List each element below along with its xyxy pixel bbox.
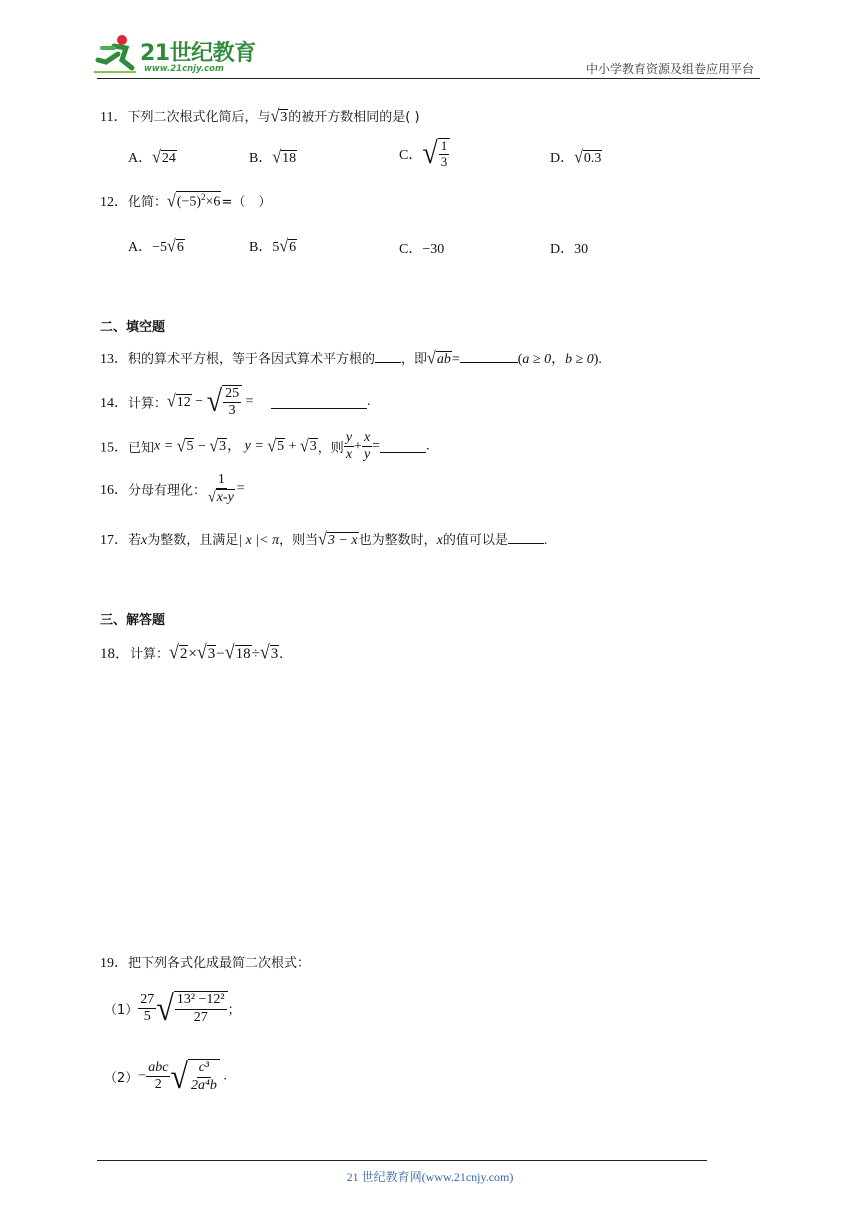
option-b[interactable]: B．5√6	[249, 237, 297, 256]
radicand: 24	[161, 151, 176, 166]
radicand	[436, 351, 452, 368]
radicand: 3	[207, 646, 216, 662]
abs-condition: | x |< π	[238, 533, 280, 548]
question-text: 把下列各式化成最简二次根式：	[128, 956, 311, 971]
numerator: abc	[146, 1060, 170, 1077]
option-label: C．	[399, 242, 423, 257]
site-logo	[92, 34, 262, 78]
equals: =	[245, 394, 254, 410]
header-divider	[97, 78, 760, 79]
question-text: 的值可以是	[442, 533, 508, 548]
question-text: ，则	[317, 441, 344, 457]
question-text: 计算：	[128, 396, 168, 412]
radicand: 3	[219, 439, 227, 455]
option-c[interactable]: C．√ $\frac{1}{3}$	[399, 138, 450, 170]
radicand: 5	[277, 439, 285, 455]
logo-url: www.21cnjy.com	[144, 64, 224, 74]
question-number: 17．	[100, 533, 128, 548]
radicand: 3 − x	[327, 533, 358, 548]
question-number: 14．	[100, 396, 128, 412]
answer-blank[interactable]	[460, 350, 518, 363]
question-text: 为整数，且满足	[147, 533, 239, 548]
part-label: （2）	[104, 1071, 139, 1086]
condition-a: a ≥ 0	[522, 352, 552, 367]
equals: =	[451, 352, 460, 367]
question-text: 计算：	[130, 647, 170, 662]
answer-blank[interactable]	[380, 440, 426, 453]
section-title: 二、填空题	[100, 320, 166, 335]
runner-logo-icon	[92, 34, 138, 76]
option-label: C．	[399, 148, 423, 163]
radicand: 6	[176, 240, 184, 255]
radicand: 3	[270, 646, 279, 662]
option-a[interactable]: A．−5√6	[128, 237, 184, 256]
equals: =	[236, 481, 245, 497]
question-number: 11．	[100, 110, 128, 125]
option-label: B．	[249, 151, 273, 166]
coefficient: −5	[152, 240, 168, 255]
fraction	[438, 138, 451, 170]
footer-link[interactable]: 21 世纪教育网(www.21cnjy.com)	[346, 1170, 514, 1184]
question-text: ，则当	[279, 533, 319, 548]
radicand-base: (−5)	[176, 195, 202, 210]
coefficient: 5	[272, 240, 280, 255]
question-text: 若	[128, 533, 142, 548]
fraction	[206, 472, 237, 506]
question-12: 12．化简：$√(-5)^2\times 6=$（ ）	[100, 192, 272, 211]
radicand: 5	[186, 439, 194, 455]
fraction	[222, 385, 242, 419]
radicand: 18	[235, 646, 251, 662]
denominator: 2	[154, 1077, 162, 1092]
radicand: x-y	[216, 490, 234, 506]
coefficient-fraction	[146, 1060, 170, 1093]
radicand-fraction	[174, 991, 228, 1025]
question-15: 15．已知x = √5 − √3， y = √5 + √3，则 $\frac{y}{x}$ + $\frac{x}{y}$ = .	[100, 430, 430, 463]
radicand-fraction	[188, 1059, 220, 1093]
logo-text: 21世纪教育	[140, 41, 256, 66]
question-14: 14．计算：√12 − √ $\frac{25}{3}$ = .	[100, 384, 371, 419]
option-value: 30	[574, 242, 589, 257]
minus-sign: −	[195, 394, 204, 410]
radicand	[176, 191, 222, 211]
exponent: 2	[201, 192, 206, 203]
radicand: 3	[280, 110, 288, 125]
coefficient-fraction	[138, 992, 156, 1025]
fraction-x-over-y: $\frac{x}{y}$	[363, 430, 371, 463]
answer-blank[interactable]	[271, 396, 367, 409]
question-number: 18．	[100, 646, 131, 662]
option-b[interactable]: B．√18	[249, 148, 297, 167]
question-11: 11．下列二次根式化简后，与√3的被开方数相同的是( )	[100, 107, 420, 126]
option-label: D．	[550, 242, 575, 257]
denominator: 27	[193, 1009, 208, 1025]
answer-blank[interactable]	[375, 350, 401, 363]
option-d[interactable]	[550, 238, 588, 258]
question-18: 18．计算：√2×√3−√18÷√3.	[100, 640, 284, 663]
question-text: 也为整数时，	[358, 533, 437, 548]
question-number: 19．	[100, 956, 128, 971]
equals: =	[372, 438, 381, 454]
question-number: 15．	[100, 440, 128, 456]
question-16	[100, 472, 245, 506]
numerator: 1	[440, 138, 448, 154]
denominator: 5	[143, 1009, 151, 1024]
x-equals: x =	[154, 438, 177, 454]
radicand: 18	[282, 151, 297, 166]
radicand-text: ab	[436, 352, 451, 367]
platform-name: 中小学教育资源及组卷应用平台	[585, 62, 754, 76]
footer-divider	[97, 1160, 707, 1161]
numerator: 25	[223, 386, 241, 403]
option-label: B．	[249, 240, 273, 255]
question-text: 积的算术平方根，等于各因式算术平方根的	[128, 352, 376, 367]
question-text: 分母有理化：	[128, 483, 207, 499]
radicand: 6	[289, 240, 297, 255]
question-number: 16．	[100, 483, 128, 499]
option-c[interactable]	[399, 238, 444, 258]
denominator: 3	[440, 154, 448, 169]
question-text: ，即	[401, 352, 428, 367]
option-d[interactable]: D．√0.3	[550, 148, 602, 167]
numerator: 13² −12²	[175, 992, 227, 1009]
fraction-y-over-x: $\frac{y}{x}$	[345, 430, 353, 463]
part-label: （1）	[104, 1003, 139, 1018]
question-19-part-2: （2）− $\frac{\text{abc}}{2}$ √ $\frac{\text{c³}}{\text{2a⁴b}}$ .	[104, 1056, 227, 1096]
denominator: 2a⁴b	[190, 1077, 217, 1093]
radicand: 0.3	[583, 151, 602, 166]
numerator: 1	[216, 472, 227, 489]
condition-b: b ≥ 0	[565, 352, 594, 367]
radicand: 3	[309, 439, 317, 455]
question-13: 13．积的算术平方根，等于各因式算术平方根的 ，即√ab= (a ≥ 0，b ≥ 0).	[100, 349, 602, 368]
option-label: D．	[550, 151, 575, 166]
question-19-part-1: （1） $\frac{27}{5}$ √ $\frac{\text{13² −12²}}{27}$ ；	[104, 988, 241, 1028]
radicand-rest: ×6	[205, 195, 221, 210]
answer-blank[interactable]	[508, 531, 544, 544]
denominator: 3	[228, 403, 236, 419]
question-text: 下列二次根式化简后，与	[127, 110, 271, 125]
question-17: 17．若x为整数，且满足| x |< π，则当√3 − x也为整数时，x的值可以是 .	[100, 530, 548, 549]
option-label: A．	[128, 151, 153, 166]
option-value: −30	[422, 242, 445, 257]
question-19	[100, 952, 310, 972]
option-a[interactable]: A．√24	[128, 148, 176, 167]
question-number: 12．	[100, 195, 128, 210]
question-text: 化简：	[128, 195, 168, 210]
question-text: 已知	[128, 441, 155, 457]
y-equals: y =	[244, 438, 268, 454]
numerator: 27	[138, 992, 156, 1009]
question-number: 13．	[100, 352, 128, 367]
question-text: 的被开方数相同的是( )	[288, 110, 420, 125]
option-label: A．	[128, 240, 153, 255]
equals-paren: =（ ）	[221, 195, 272, 210]
numerator: c³	[197, 1060, 211, 1077]
radicand: 12	[176, 394, 191, 410]
radicand: 2	[179, 646, 188, 662]
denominator: √x-y	[208, 489, 234, 506]
section-title: 三、解答题	[100, 613, 166, 628]
